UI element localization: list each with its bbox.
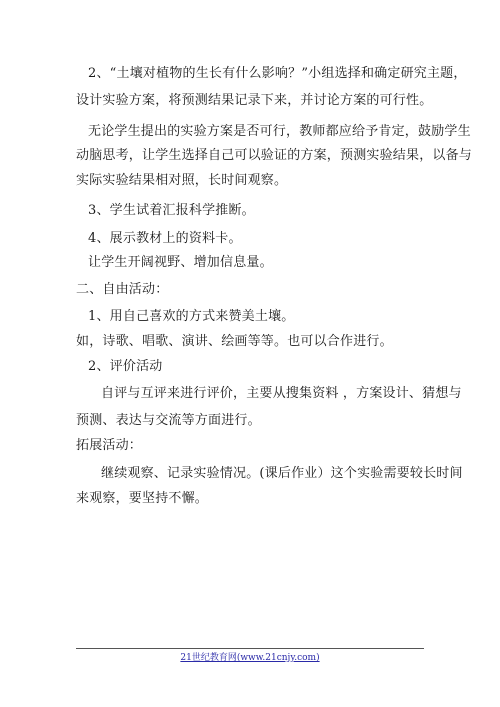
text-line: 设计实验方案，将预测结果记录下来，并讨论方案的可行性。 xyxy=(76,93,433,108)
section-heading: 拓展活动： xyxy=(76,438,143,453)
text-line: 继续观察、记录实验情况。(课后作业）这个实验需要较长时间 xyxy=(101,466,463,481)
text-line: 动脑思考，让学生选择自己可以验证的方案，预测实验结果，以备与 xyxy=(76,148,473,163)
footer-divider xyxy=(76,648,424,649)
section-heading: 二、自由活动： xyxy=(76,282,169,297)
text-line: 2、“土壤对植物的生长有什么影响？”小组选择和确定研究主题， xyxy=(88,66,467,81)
text-line: 如，诗歌、唱歌、演讲、绘画等等。也可以合作进行。 xyxy=(76,334,393,349)
text-line: 4、展示教材上的资料卡。 xyxy=(88,231,242,246)
text-line: 无论学生提出的实验方案是否可行，教师都应给予肯定，鼓励学生 xyxy=(88,124,471,139)
text-line: 来观察，要坚持不懈。 xyxy=(76,491,209,506)
text-line: 3、学生试着汇报科学推断。 xyxy=(88,203,255,218)
text-line: 1、用自己喜欢的方式来赞美土壤。 xyxy=(88,309,295,324)
text-line: 实际实验结果相对照，长时间观察。 xyxy=(76,173,288,188)
text-line: 2、评价活动 xyxy=(88,359,163,374)
text-line: 让学生开阔视野、增加信息量。 xyxy=(88,255,273,270)
text-line: 预测、表达与交流等方面进行。 xyxy=(76,413,261,428)
footer-link[interactable]: 21世纪教育网(www.21cnjy.com) xyxy=(180,653,320,663)
text-line: 自评与互评来进行评价，主要从搜集资料 ，方案设计、猜想与 xyxy=(101,386,462,401)
